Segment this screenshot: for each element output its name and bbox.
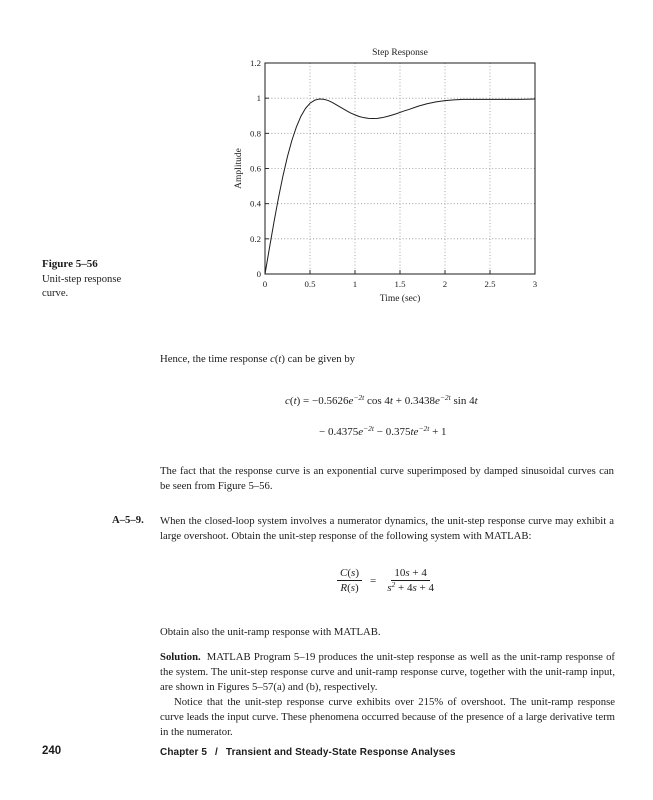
figure-caption <box>42 258 172 300</box>
y-tick-label: 1 <box>256 93 261 104</box>
step-response-curve <box>265 99 535 274</box>
figure-caption-line1: Unit-step response <box>42 273 122 285</box>
tf-rhs-denominator: $s^2 + 4s + 4$ <box>387 580 434 594</box>
figure-label: Figure 5–56 <box>42 258 98 270</box>
paragraph-obtain-ramp: Obtain also the unit-ramp response with MATLAB. <box>160 626 381 638</box>
tf-rhs-numerator: 10s + 4 <box>391 567 430 581</box>
y-tick-label: 0.4 <box>250 198 261 209</box>
x-tick-label: 3 <box>532 279 538 289</box>
page-number: 240 <box>42 745 62 757</box>
x-axis-label: Time (sec) <box>379 294 421 304</box>
x-tick-label: 1 <box>352 279 358 289</box>
chart-title: Step Response <box>372 48 428 58</box>
transfer-function-equation <box>160 567 614 594</box>
paragraph-fact: The fact that the response curve is an exponential curve superimposed by damped sinusoidal curves can be seen from Figure 5–56. <box>160 465 614 493</box>
equation-ct-line2: − $0.4375e^{-2t} - 0.375te^{-2t} + 1$ <box>319 424 447 438</box>
step-response-chart <box>230 42 542 308</box>
solution-text: MATLAB Program 5–19 produces the unit-step response as well as the unit-ramp response of the system. The unit-step response curve and unit-ramp response curve, together with the unit-ramp input, are shown in Figures 5–57(a) and (b), respectively. <box>160 651 615 694</box>
x-tick-label: 2 <box>442 279 448 289</box>
footer-title: Transient and Steady-State Response Analyses <box>225 747 456 758</box>
problem-text: When the closed-loop system involves a numerator dynamics, the unit-step response curve may exhibit a large overshoot. Obtain the unit-step response of the following system with MATLAB: <box>160 515 614 543</box>
tf-lhs-fraction <box>337 567 362 594</box>
running-footer <box>160 747 456 758</box>
x-tick-label: 1.5 <box>394 279 406 289</box>
y-tick-label: 1.2 <box>250 58 261 68</box>
equals-sign: = <box>370 574 377 587</box>
x-tick-label: 0.5 <box>304 279 316 289</box>
y-tick-label: 0 <box>256 269 261 279</box>
footer-separator: / <box>215 747 218 758</box>
y-tick-label: 0.8 <box>250 128 261 139</box>
y-tick-label: 0.2 <box>250 233 261 244</box>
tf-lhs-numerator: C(s) <box>337 567 362 581</box>
y-axis-label: Amplitude <box>234 148 244 189</box>
intro-text: Hence, the time response c(t) can be given by <box>160 353 356 365</box>
footer-chapter: Chapter 5 <box>160 747 208 758</box>
tf-rhs-fraction <box>384 567 437 594</box>
problem-label: A–5–9. <box>112 514 144 526</box>
solution-paragraph <box>160 650 615 696</box>
figure-caption-line2: curve. <box>42 287 69 299</box>
equation-ct-line1: $c(t) = -0.5626e^{-2t}$ $\cos 4t + 0.3438e^{-2t}$ sin 4t <box>285 393 478 407</box>
x-tick-label: 2.5 <box>484 279 496 289</box>
solution-label: Solution. <box>160 651 201 663</box>
notice-paragraph: Notice that the unit-step response curve exhibits over 215% of overshoot. The unit-ramp response curve leads the input curve. These phenomena occurred because of the presence of a large derivative term in the numerator. <box>160 696 615 739</box>
x-tick-label: 0 <box>262 279 268 289</box>
y-tick-label: 0.6 <box>250 163 261 174</box>
tf-lhs-denominator: R(s) <box>340 582 359 594</box>
